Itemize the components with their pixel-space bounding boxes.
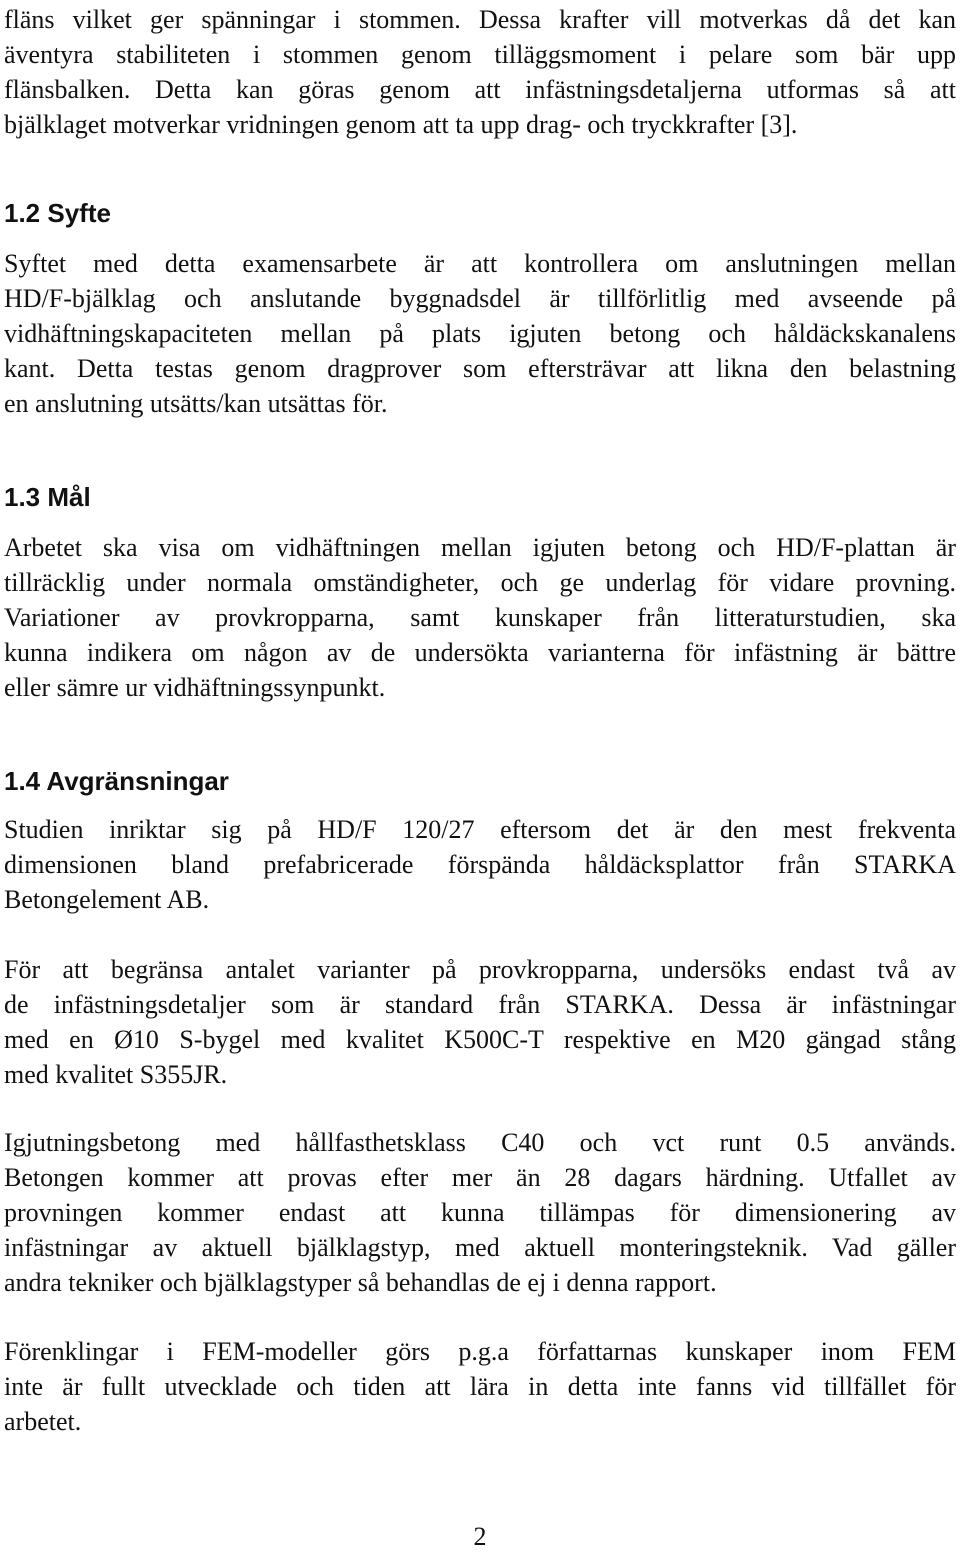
text-line: tillräcklig under normala omständigheter, och ge underlag för vidare provning.	[4, 568, 956, 597]
avgransningar-paragraph-3	[4, 1125, 956, 1300]
text-line: För att begränsa antalet varianter på provkropparna, undersöks endast två av	[4, 955, 956, 984]
text-line: äventyra stabiliteten i stommen genom tilläggsmoment i pelare som bär upp	[4, 40, 956, 69]
text-line: inte är fullt utvecklade och tiden att lära in detta inte fanns vid tillfället för	[4, 1372, 956, 1401]
text-line: med kvalitet S355JR.	[4, 1060, 228, 1089]
text-line: Variationer av provkropparna, samt kunskaper från litteraturstudien, ska	[4, 603, 956, 632]
text-line: fläns vilket ger spänningar i stommen. Dessa krafter vill motverkas då det kan	[4, 5, 956, 34]
intro-paragraph	[4, 2, 956, 142]
section-heading-syfte: 1.2 Syfte	[4, 198, 111, 228]
text-line: Igjutningsbetong med hållfasthetsklass C40 och vct runt 0.5 används.	[4, 1128, 956, 1157]
text-line: Förenklingar i FEM-modeller görs p.g.a författarnas kunskaper inom FEM	[4, 1337, 956, 1366]
page-number: 2	[473, 1522, 487, 1551]
section-heading-mal: 1.3 Mål	[4, 482, 91, 512]
text-line: andra tekniker och bjälklagstyper så behandlas de ej i denna rapport.	[4, 1268, 717, 1297]
text-line: Arbetet ska visa om vidhäftningen mellan igjuten betong och HD/F-plattan är	[4, 533, 956, 562]
text-line: bjälklaget motverkar vridningen genom att ta upp drag- och tryckkrafter [3].	[4, 110, 798, 139]
text-line: kant. Detta testas genom dragprover som eftersträvar att likna den belastning	[4, 354, 956, 383]
text-line: infästningar av aktuell bjälklagstyp, med aktuell monteringsteknik. Vad gäller	[4, 1233, 956, 1262]
text-line: eller sämre ur vidhäftningssynpunkt.	[4, 673, 386, 702]
text-line: vidhäftningskapaciteten mellan på plats igjuten betong och håldäckskanalens	[4, 319, 956, 348]
text-line: med en Ø10 S-bygel med kvalitet K500C-T respektive en M20 gängad stång	[4, 1025, 956, 1054]
syfte-paragraph	[4, 246, 956, 421]
text-line: flänsbalken. Detta kan göras genom att infästningsdetaljerna utformas så att	[4, 75, 956, 104]
text-line: de infästningsdetaljer som är standard från STARKA. Dessa är infästningar	[4, 990, 956, 1019]
text-line: dimensionen bland prefabricerade förspända håldäcksplattor från STARKA	[4, 850, 956, 879]
mal-paragraph	[4, 530, 956, 705]
text-line: HD/F-bjälklag och anslutande byggnadsdel är tillförlitlig med avseende på	[4, 284, 956, 313]
avgransningar-paragraph-4	[4, 1334, 956, 1439]
text-line: arbetet.	[4, 1407, 82, 1436]
text-line: Studien inriktar sig på HD/F 120/27 eftersom det är den mest frekventa	[4, 815, 956, 844]
text-line: provningen kommer endast att kunna tillämpas för dimensionering av	[4, 1198, 956, 1227]
section-heading-avgransningar: 1.4 Avgränsningar	[4, 766, 229, 796]
text-line: en anslutning utsätts/kan utsättas för.	[4, 389, 388, 418]
avgransningar-paragraph-2	[4, 952, 956, 1092]
text-line: Betongen kommer att provas efter mer än 28 dagars härdning. Utfallet av	[4, 1163, 956, 1192]
text-line: Betongelement AB.	[4, 885, 210, 914]
text-line: kunna indikera om någon av de undersökta varianterna för infästning är bättre	[4, 638, 956, 667]
text-line: Syftet med detta examensarbete är att kontrollera om anslutningen mellan	[4, 249, 956, 278]
avgransningar-paragraph-1	[4, 812, 956, 917]
